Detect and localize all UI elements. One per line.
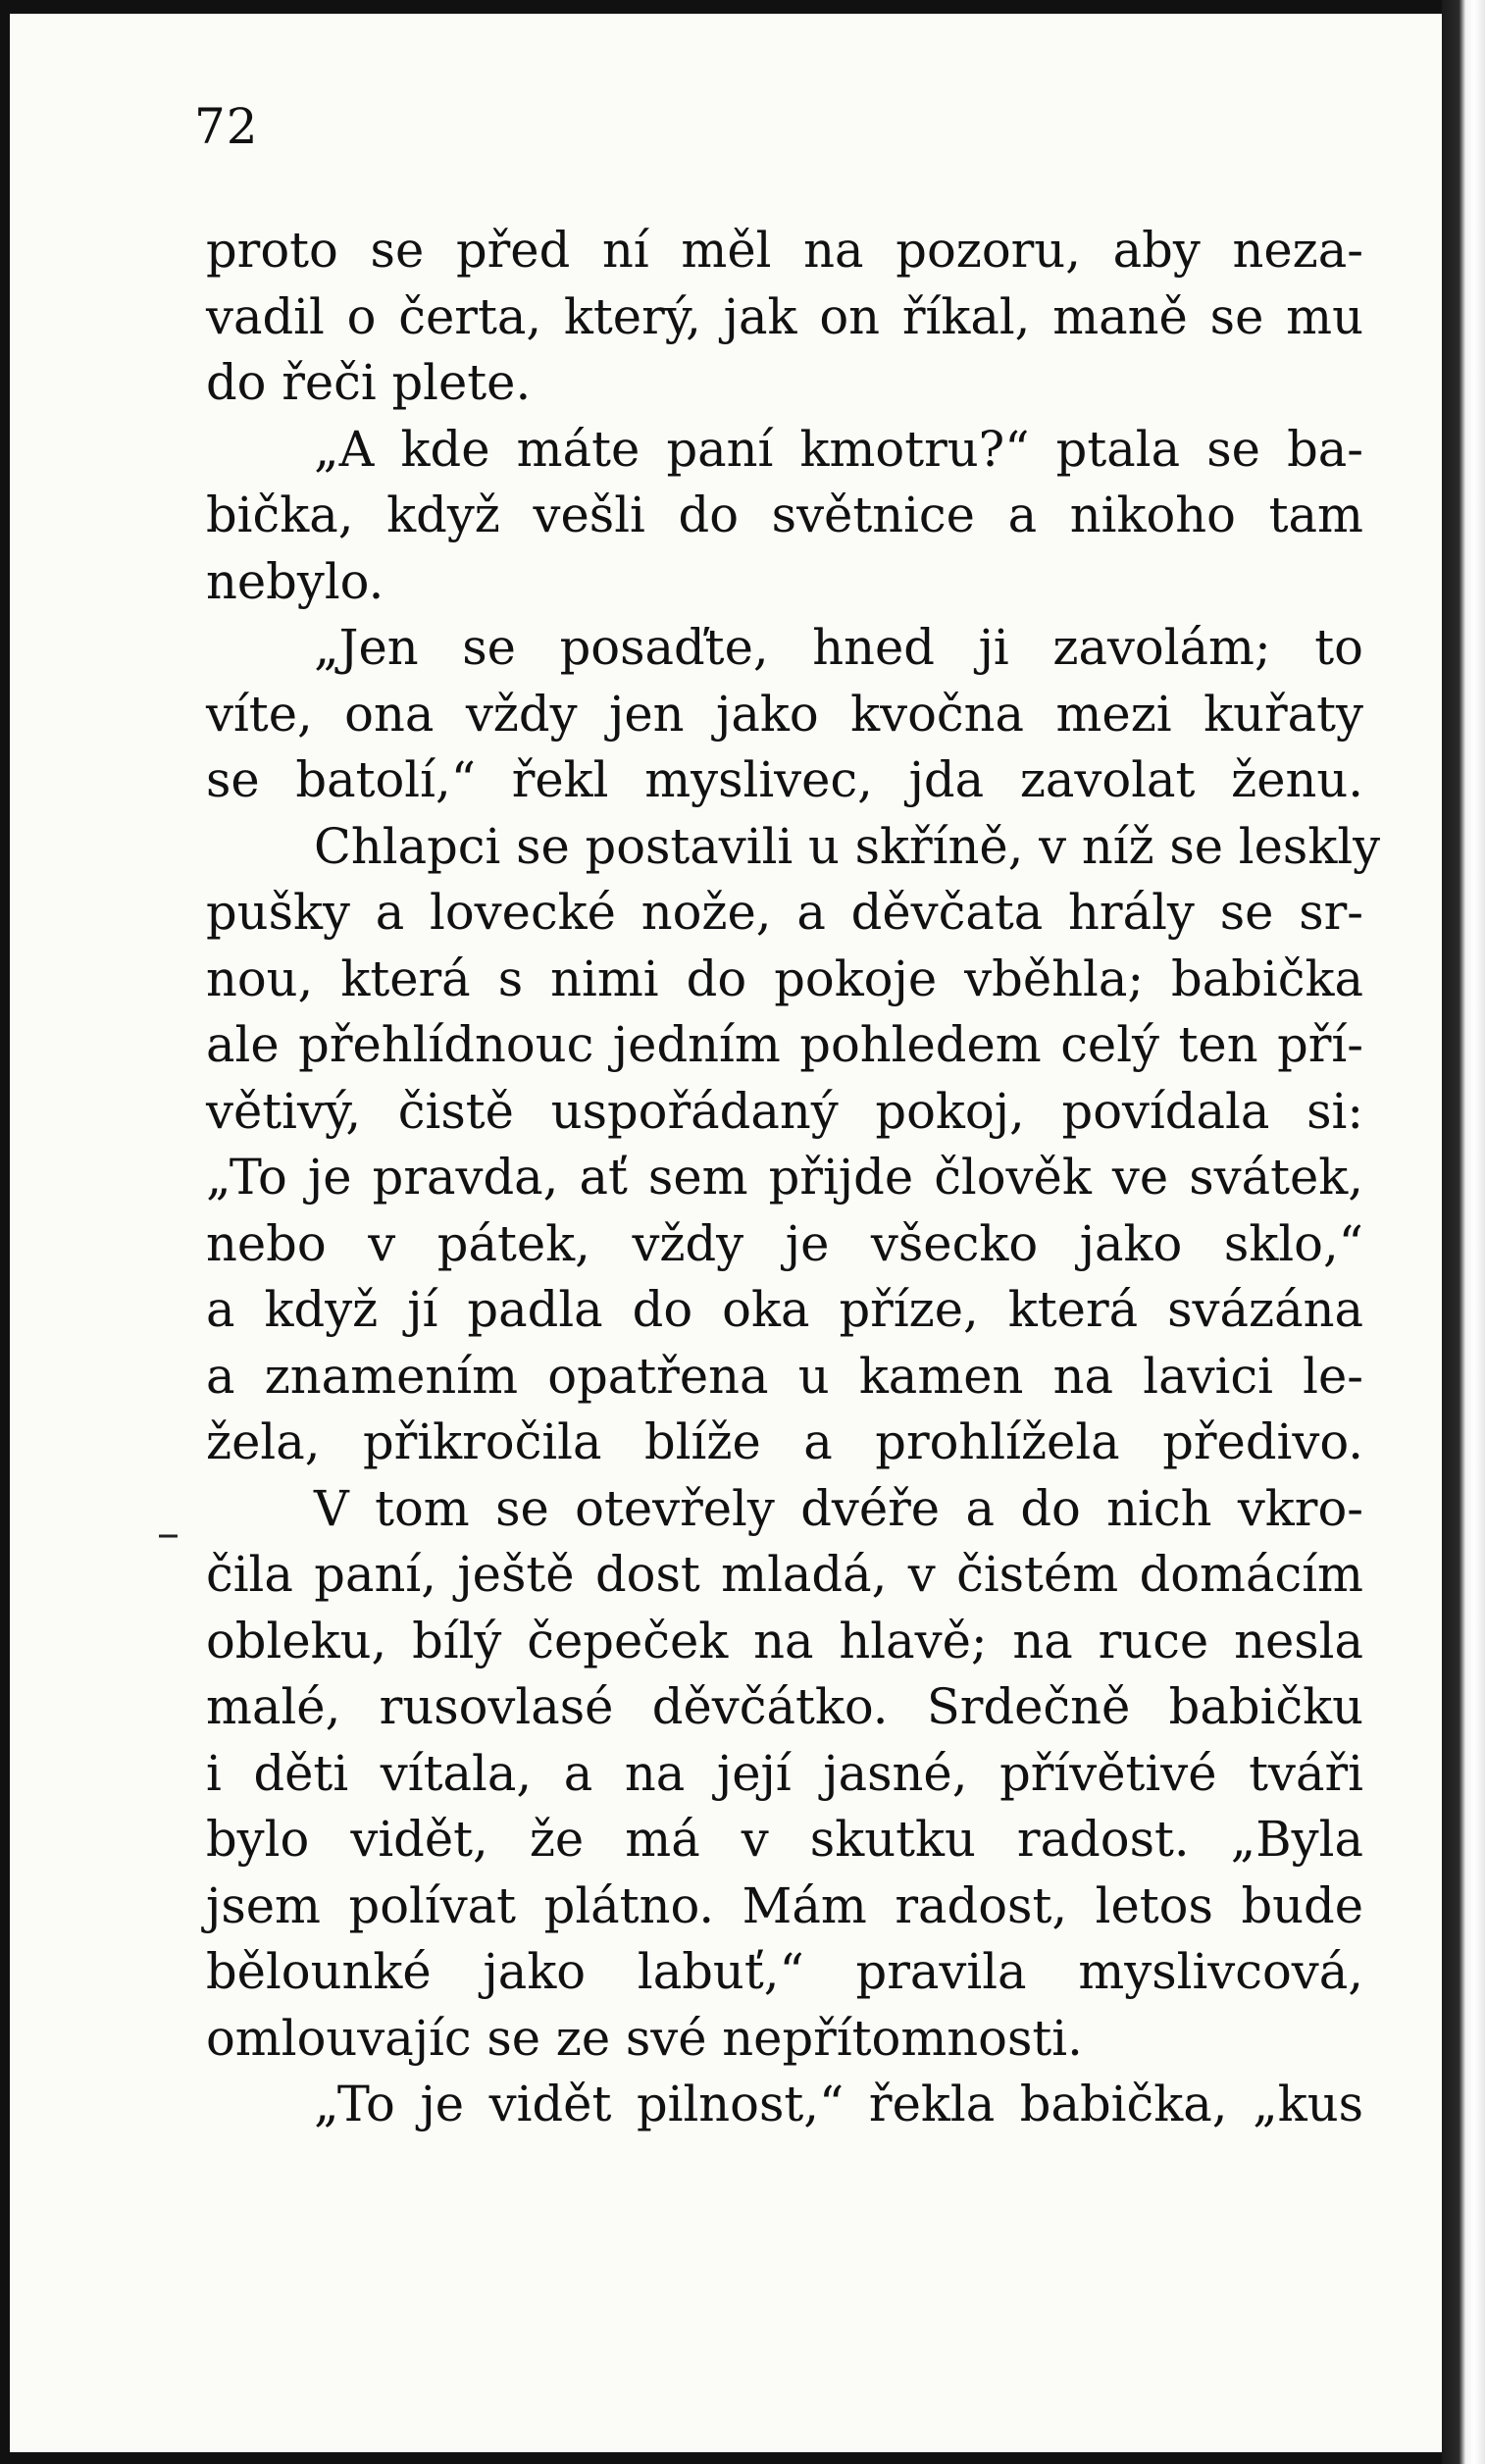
- text-line: víte, ona vždy jen jako kvočna mezi kuřaty: [206, 685, 1363, 743]
- text-line: Chlapci se postavili u skříně, v níž se leskly: [314, 817, 1381, 875]
- text-line: žela, přikročila blíže a prohlížela předivo.: [206, 1413, 1363, 1470]
- text-line: „To je vidět pilnost,“ řekla babička, „kus: [314, 2076, 1363, 2132]
- text-line: bělounké jako labuť,“ pravila myslivcová,: [206, 1943, 1363, 2000]
- text-line: „To je pravda, ať sem přijde člověk ve svátek,: [206, 1149, 1363, 1206]
- text-line: „A kde máte paní kmotru?“ ptala se ba-: [314, 420, 1363, 478]
- text-line: obleku, bílý čepeček na hlavě; na ruce nesla: [206, 1612, 1363, 1669]
- text-line: i děti vítala, a na její jasné, přívětivé tváři: [206, 1744, 1363, 1802]
- text-line: nebo v pátek, vždy je všecko jako sklo,“: [206, 1214, 1363, 1272]
- text-line: čila paní, ještě dost mladá, v čistém domácím: [206, 1546, 1363, 1603]
- text-line: „Jen se posaďte, hned ji zavolám; to: [314, 619, 1363, 676]
- text-line: vadil o čerta, který, jak on říkal, maně se mu: [206, 287, 1363, 345]
- text-line: pušky a lovecké nože, a děvčata hrály se sr-: [206, 884, 1363, 941]
- page-number: 72: [194, 98, 259, 155]
- text-line: a když jí padla do oka příze, která svázána: [206, 1281, 1363, 1338]
- text-line: nou, která s nimi do pokoje vběhla; babička: [206, 950, 1363, 1007]
- text-line: V tom se otevřely dvéře a do nich vkro-: [314, 1479, 1363, 1537]
- text-line: se batolí,“ řekl myslivec, jda zavolat ženu.: [206, 751, 1363, 808]
- text-line: a znamením opatřena u kamen na lavici le-: [206, 1347, 1363, 1405]
- text-line: jsem polívat plátno. Mám radost, letos bude: [206, 1876, 1363, 1934]
- body-text: [206, 218, 1381, 2138]
- text-line: proto se před ní měl na pozoru, aby neza-: [206, 222, 1363, 279]
- text-line: do řeči plete.: [206, 354, 532, 411]
- text-line: bylo vidět, že má v skutku radost. „Byla: [206, 1811, 1363, 1868]
- text-line: ale přehlídnouc jedním pohledem celý ten pří-: [206, 1016, 1363, 1073]
- text-line: nebylo.: [206, 552, 384, 610]
- text-line: větivý, čistě uspořádaný pokoj, povídala si:: [206, 1082, 1363, 1140]
- text-line: omlouvajíc se ze své nepřítomnosti.: [206, 2009, 1083, 2067]
- text-line: malé, rusovlasé děvčátko. Srdečně babičku: [206, 1678, 1363, 1735]
- page-edge: [1442, 0, 1485, 2464]
- margin-mark: –: [157, 1506, 179, 1559]
- text-line: bička, když vešli do světnice a nikoho tam: [206, 487, 1363, 543]
